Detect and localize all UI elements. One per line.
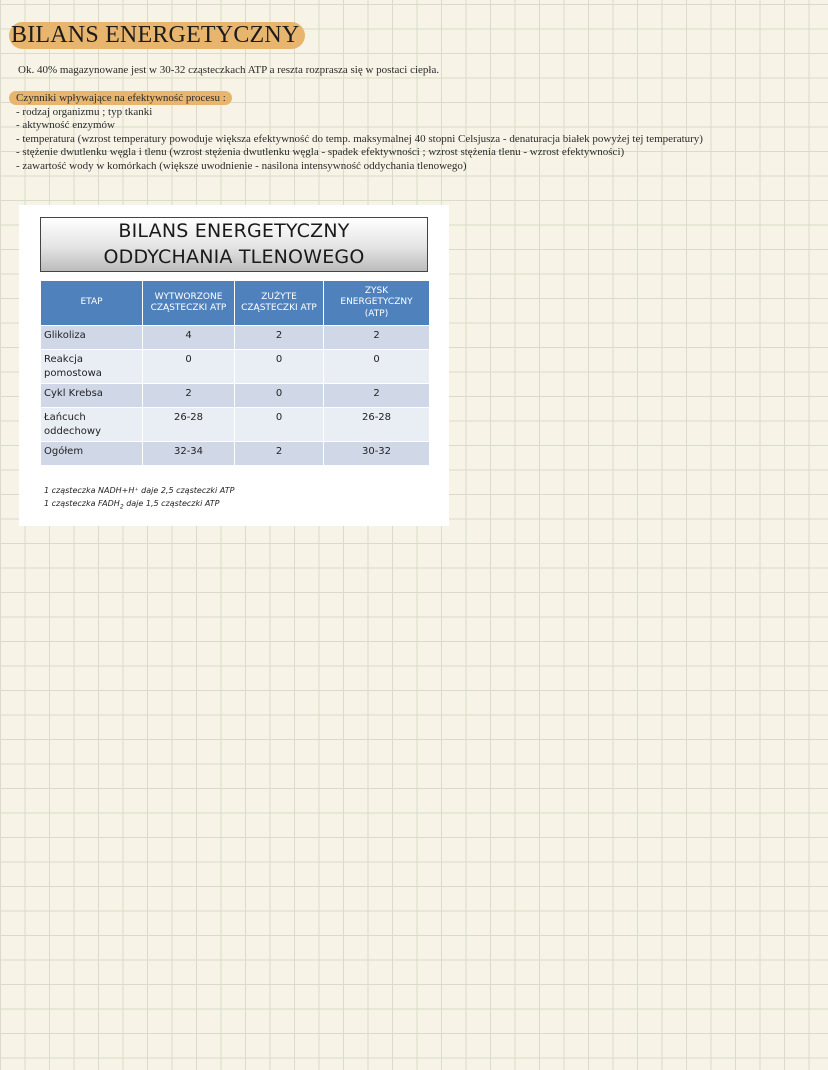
note-fadh xyxy=(44,497,234,514)
etap-line: oddechowy xyxy=(44,425,102,437)
header-line: CZĄSTECZKI ATP xyxy=(150,303,227,313)
cell-etap xyxy=(41,384,143,408)
cell-produced: 2 xyxy=(143,384,235,408)
cell-produced: 4 xyxy=(143,326,235,350)
etap-line: Łańcuch xyxy=(44,412,86,423)
header-etap: ETAP xyxy=(41,281,143,326)
header-gain xyxy=(324,281,430,326)
cell-used: 2 xyxy=(235,326,324,350)
cell-produced: 0 xyxy=(143,350,235,384)
header-line: ZYSK xyxy=(364,285,389,296)
cell-etap xyxy=(41,326,143,350)
header-line: ZUŻYTE xyxy=(261,291,297,302)
header-line: CZĄSTECZKI ATP xyxy=(241,303,317,313)
slide-title xyxy=(40,217,428,272)
note-fadh-suffix: daje 1,5 cząsteczki ATP xyxy=(123,499,220,508)
energy-balance-slide xyxy=(19,205,449,526)
cell-gain: 2 xyxy=(324,326,430,350)
factor-item: - temperatura (wzrost temperatury powoduje większa efektywność do temp. maksymalnej 40 stopni Celsjusza - denaturacja białek powyżej tej temperatury) xyxy=(16,132,703,145)
etap-line: pomostowa xyxy=(44,367,102,379)
cell-etap xyxy=(41,442,143,466)
factors-list xyxy=(16,106,703,173)
cell-produced: 32-34 xyxy=(143,442,235,466)
cell-gain: 0 xyxy=(324,350,430,384)
etap-line: Cykl Krebsa xyxy=(44,388,103,399)
table-row xyxy=(41,350,430,384)
cell-gain: 2 xyxy=(324,384,430,408)
header-line: (ATP) xyxy=(364,308,389,319)
cell-used: 2 xyxy=(235,442,324,466)
note-nadh: 1 cząsteczka NADH+H⁺ daje 2,5 cząsteczki ATP xyxy=(44,486,235,495)
factors-heading: Czynniki wpływające na efektywność procesu : xyxy=(9,91,232,105)
header-used xyxy=(235,281,324,326)
cell-used: 0 xyxy=(235,408,324,442)
note-fadh-subscript: 2 xyxy=(119,503,124,511)
page-title: BILANS ENERGETYCZNY xyxy=(9,22,305,49)
cell-used: 0 xyxy=(235,350,324,384)
slide-notes xyxy=(44,484,234,514)
slide-title-line: ODDYCHANIA TLENOWEGO xyxy=(103,246,365,268)
note-fadh-prefix: 1 cząsteczka FADH xyxy=(44,499,120,508)
slide-title-line: BILANS ENERGETYCZNY xyxy=(118,220,350,242)
factor-item: - aktywność enzymów xyxy=(16,119,115,132)
factor-item: - zawartość wody w komórkach (większe uwodnienie - nasilona intensywność oddychania tlenowego) xyxy=(16,159,467,172)
etap-line: Reakcja xyxy=(44,354,83,365)
header-line: WYTWORZONE xyxy=(154,291,223,302)
table-row xyxy=(41,384,430,408)
cell-used: 0 xyxy=(235,384,324,408)
cell-gain: 30-32 xyxy=(324,442,430,466)
factor-item: - rodzaj organizmu ; typ tkanki xyxy=(16,106,153,118)
table-header-row xyxy=(41,281,430,326)
etap-line: Ogółem xyxy=(44,446,84,457)
table-row xyxy=(41,326,430,350)
etap-line: Glikoliza xyxy=(44,330,86,341)
table-row xyxy=(41,408,430,442)
header-produced xyxy=(143,281,235,326)
intro-text: Ok. 40% magazynowane jest w 30-32 cząsteczkach ATP a reszta rozprasza się w postaci ciepła. xyxy=(18,64,440,76)
factor-item: - stężenie dwutlenku węgla i tlenu (wzrost stężenia dwutlenku węgla - spadek efektywności ; wzrost stężenia tlenu - wzrost efektywności) xyxy=(16,146,625,159)
cell-gain: 26-28 xyxy=(324,408,430,442)
table-row xyxy=(41,442,430,466)
cell-etap xyxy=(41,350,143,384)
cell-produced: 26-28 xyxy=(143,408,235,442)
header-line: ENERGETYCZNY xyxy=(340,297,413,308)
cell-etap xyxy=(41,408,143,442)
energy-balance-table xyxy=(40,280,430,466)
